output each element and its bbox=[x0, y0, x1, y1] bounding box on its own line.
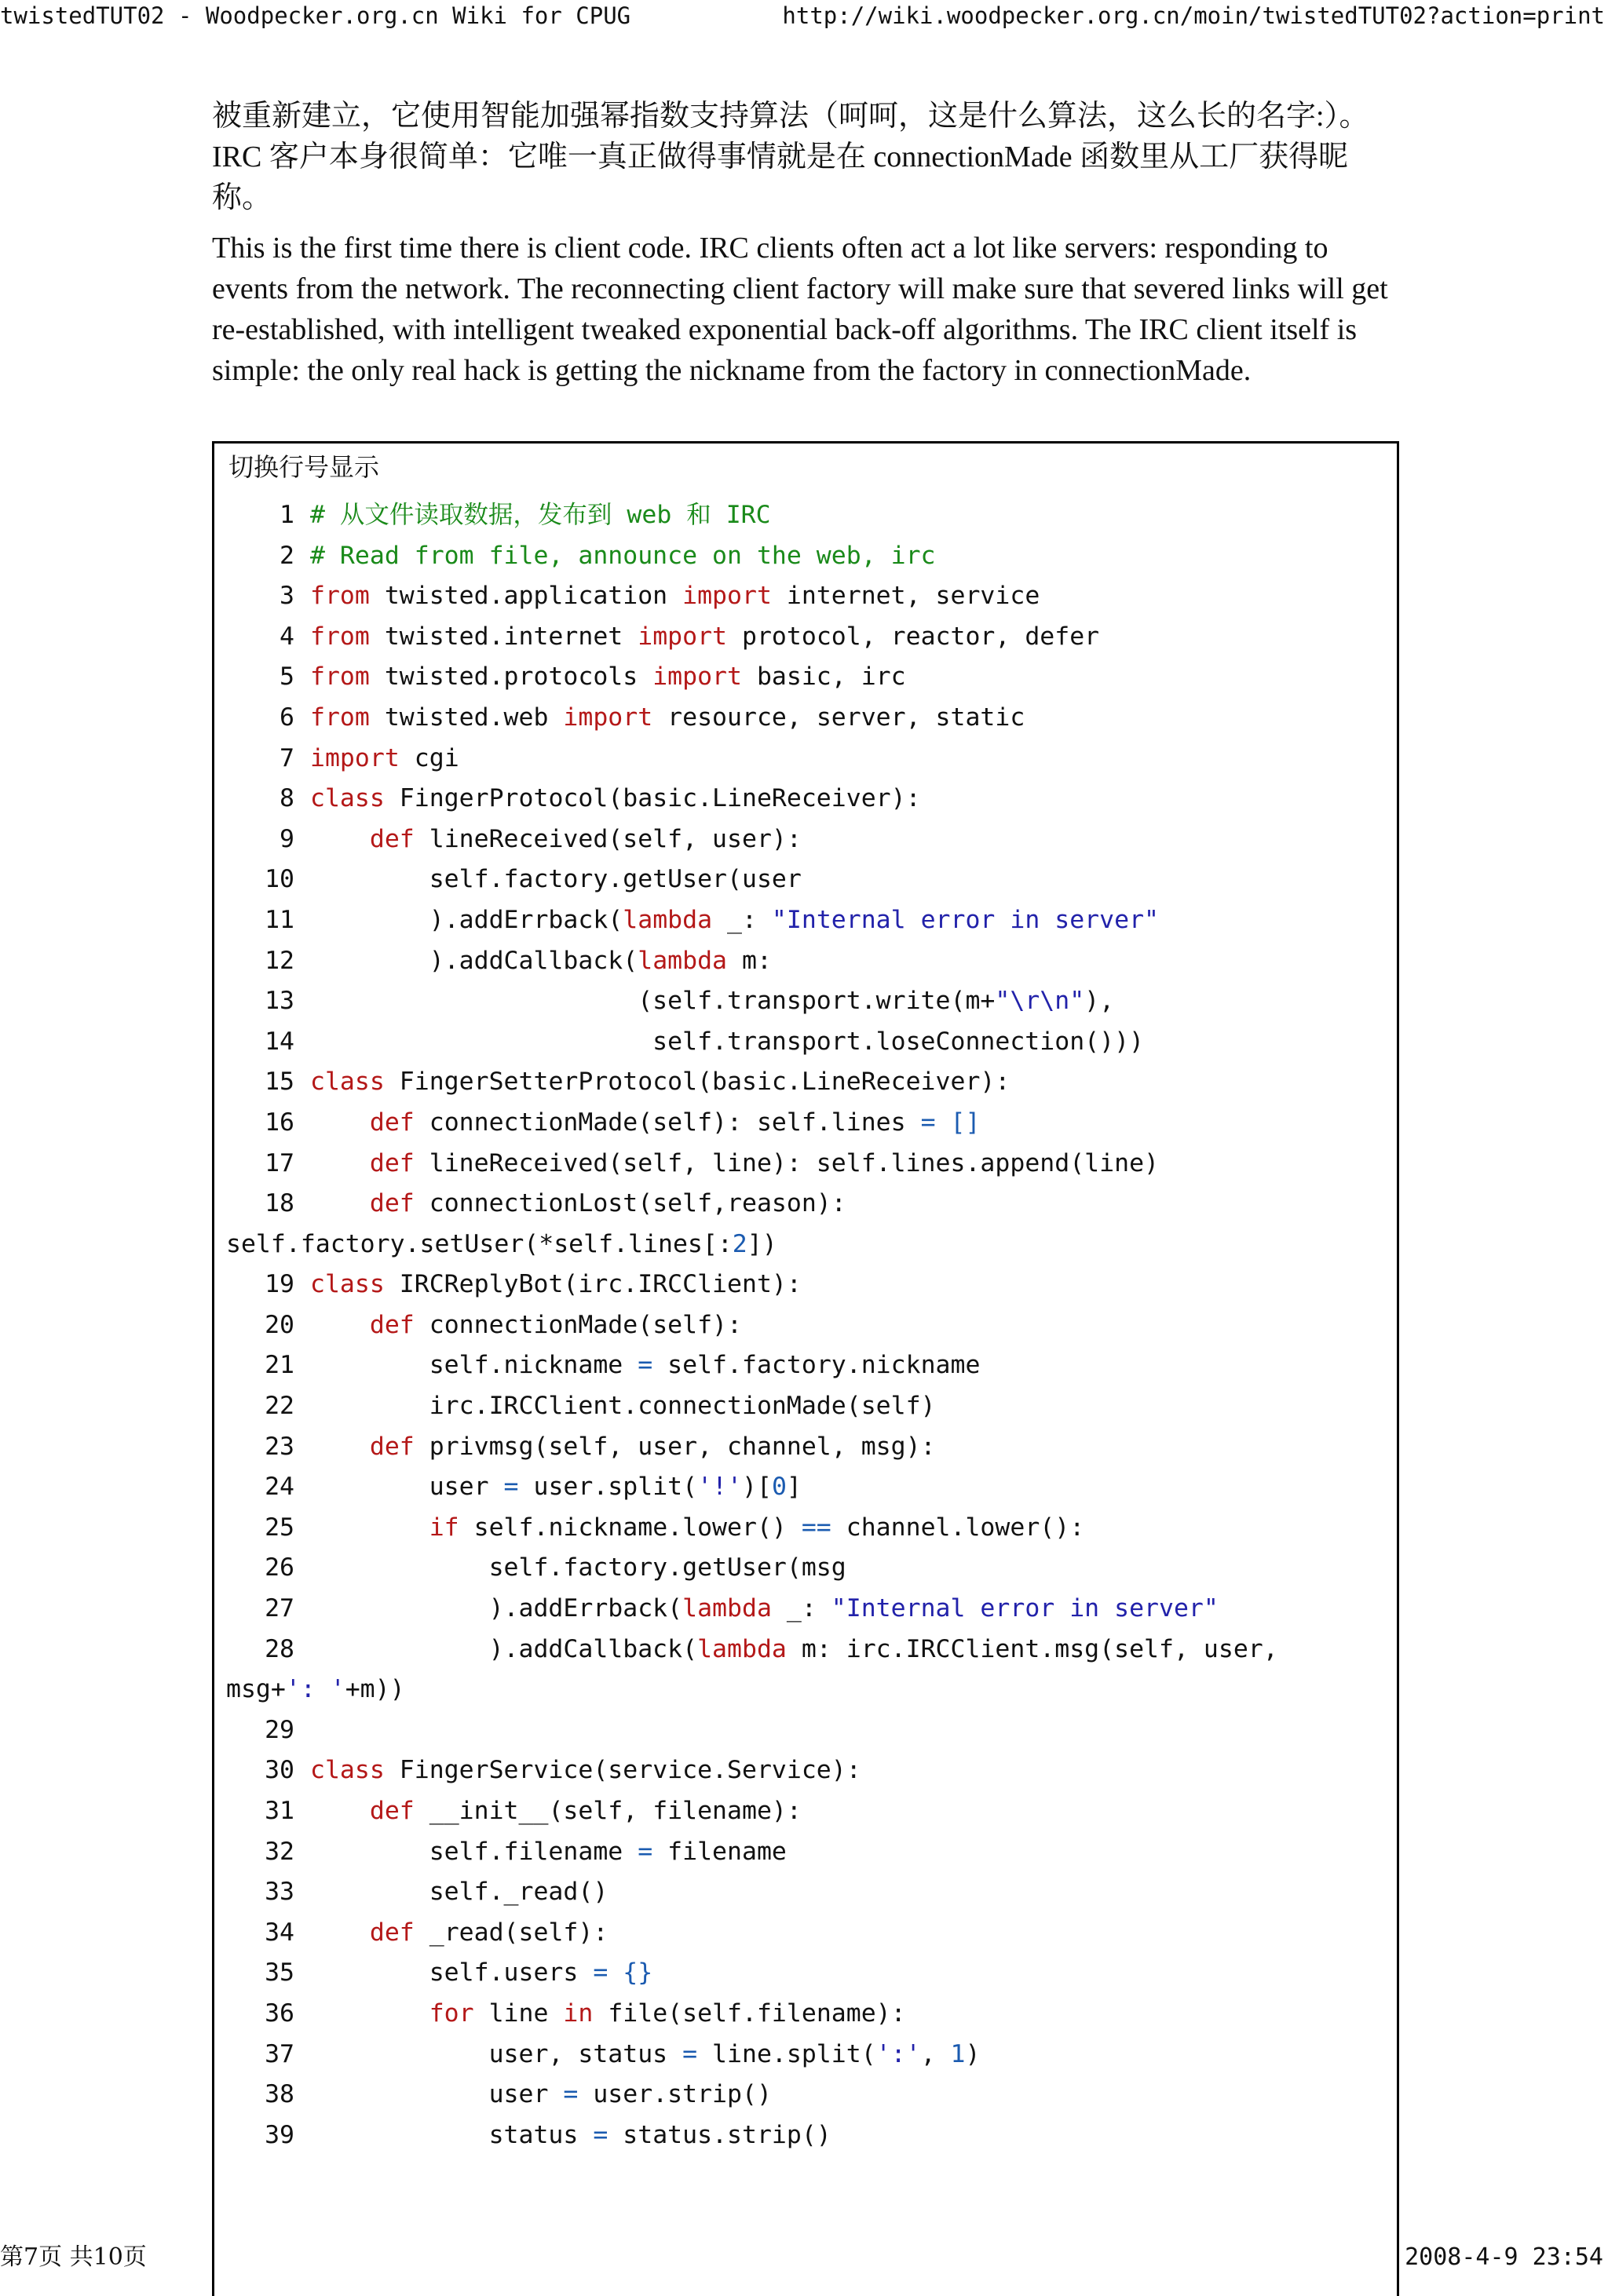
code-token: = bbox=[682, 2039, 698, 2068]
code-token: '!' bbox=[697, 1473, 742, 1502]
code-line bbox=[226, 617, 1397, 658]
code-token: = bbox=[503, 1473, 519, 1502]
code-token: lineReceived(self, user): bbox=[414, 824, 802, 853]
code-line bbox=[226, 1508, 1397, 1549]
code-token: resource, server, static bbox=[652, 703, 1025, 732]
code-token: def bbox=[369, 1797, 415, 1825]
code-token: ) bbox=[965, 2039, 981, 2068]
code-token: 2 bbox=[732, 1229, 747, 1258]
code-token: user.strip() bbox=[578, 2080, 772, 2109]
code-token: self.nickname.lower() bbox=[459, 1513, 802, 1542]
code-line bbox=[226, 1305, 1397, 1346]
code-token: for bbox=[429, 1999, 474, 2028]
line-number: 20 bbox=[265, 1310, 294, 1339]
code-token: ]) bbox=[747, 1229, 777, 1258]
code-token: [] bbox=[950, 1108, 981, 1137]
line-number: 25 bbox=[265, 1513, 294, 1542]
code-line bbox=[226, 1791, 1397, 1832]
code-token: lambda bbox=[697, 1634, 787, 1663]
line-number: 15 bbox=[265, 1068, 294, 1097]
line-number: 17 bbox=[265, 1148, 294, 1177]
line-number: 4 bbox=[280, 622, 294, 651]
line-number: 8 bbox=[280, 784, 294, 813]
code-token bbox=[310, 1797, 370, 1825]
code-line bbox=[226, 981, 1397, 1022]
code-token: # Read from file, announce on the web, irc bbox=[310, 541, 936, 570]
code-token: lambda bbox=[682, 1594, 772, 1623]
page-number: 第7页 共10页 bbox=[0, 2243, 147, 2271]
line-number: 33 bbox=[265, 1878, 294, 1907]
code-token: def bbox=[369, 1108, 415, 1137]
code-line bbox=[226, 779, 1397, 819]
code-token: "\r\n" bbox=[995, 987, 1085, 1016]
code-token: 1 bbox=[950, 2039, 966, 2068]
code-token: 0 bbox=[771, 1473, 787, 1502]
code-line bbox=[226, 1832, 1397, 1873]
line-number: 22 bbox=[265, 1392, 294, 1421]
code-token: m: irc.IRCClient.msg(self, user, bbox=[786, 1634, 1278, 1663]
code-line bbox=[226, 1710, 1397, 1751]
code-token: ':' bbox=[875, 2039, 921, 2068]
code-token bbox=[310, 1189, 370, 1217]
line-number: 32 bbox=[265, 1837, 294, 1866]
line-number: 37 bbox=[265, 2039, 294, 2068]
code-token: "Internal error in server" bbox=[771, 905, 1160, 934]
code-token: ).addErrback( bbox=[310, 1594, 683, 1623]
code-token: from bbox=[310, 622, 370, 651]
code-token: "Internal error in server" bbox=[831, 1594, 1219, 1623]
code-token: lineReceived(self, line): self.lines.append(line) bbox=[414, 1148, 1159, 1177]
code-token: import bbox=[682, 582, 772, 611]
code-token: == bbox=[801, 1513, 831, 1542]
line-number: 14 bbox=[265, 1027, 294, 1056]
code-token: connectionLost(self,reason): bbox=[414, 1189, 846, 1218]
line-number: 13 bbox=[265, 987, 294, 1016]
line-number: 23 bbox=[265, 1432, 294, 1461]
code-line bbox=[226, 698, 1397, 739]
code-token: self.filename bbox=[310, 1837, 638, 1866]
code-line bbox=[226, 1872, 1397, 1913]
line-number: 10 bbox=[265, 865, 294, 894]
line-number: 6 bbox=[280, 703, 294, 732]
code-token: class bbox=[310, 784, 385, 813]
code-token: basic, irc bbox=[741, 663, 906, 692]
toggle-line-numbers-link[interactable]: 切换行号显示 bbox=[228, 452, 380, 482]
code-line bbox=[226, 1670, 1397, 1710]
code-token: user bbox=[310, 2080, 564, 2109]
code-line bbox=[226, 1467, 1397, 1508]
code-token bbox=[608, 1958, 623, 1987]
code-token: irc.IRCClient.connectionMade(self) bbox=[310, 1392, 936, 1421]
code-line bbox=[226, 576, 1397, 617]
code-token: self.factory.nickname bbox=[652, 1351, 981, 1380]
code-token: ).addCallback( bbox=[310, 946, 638, 975]
code-token: msg+ bbox=[226, 1675, 286, 1704]
code-line bbox=[226, 536, 1397, 577]
code-line bbox=[226, 1913, 1397, 1954]
code-line bbox=[226, 1427, 1397, 1468]
line-number: 19 bbox=[265, 1270, 294, 1299]
code-token: FingerProtocol(basic.LineReceiver): bbox=[384, 784, 921, 813]
code-token: ': ' bbox=[285, 1675, 345, 1704]
code-token: (self.transport.write(m+ bbox=[310, 987, 996, 1016]
code-token: = bbox=[638, 1837, 653, 1866]
line-number: 27 bbox=[265, 1594, 294, 1623]
line-number: 26 bbox=[265, 1553, 294, 1582]
code-token: = bbox=[563, 2080, 579, 2109]
code-token: def bbox=[369, 1310, 415, 1339]
code-token: , bbox=[920, 2039, 951, 2068]
code-token: self.transport.loseConnection())) bbox=[310, 1027, 1145, 1056]
line-number: 34 bbox=[265, 1918, 294, 1947]
code-line bbox=[226, 1548, 1397, 1589]
code-line bbox=[226, 1184, 1397, 1225]
code-token: class bbox=[310, 1068, 385, 1097]
line-number: 36 bbox=[265, 1999, 294, 2028]
line-number: 16 bbox=[265, 1108, 294, 1137]
code-token: {} bbox=[623, 1958, 653, 1988]
code-token bbox=[310, 825, 370, 853]
code-token: line bbox=[473, 1999, 564, 2028]
code-token bbox=[310, 1108, 370, 1137]
code-token: lambda bbox=[638, 946, 728, 975]
code-token: # 从文件读取数据，发布到 web 和 IRC bbox=[310, 501, 771, 529]
code-line bbox=[226, 1589, 1397, 1630]
line-number: 9 bbox=[280, 824, 294, 853]
code-token: user bbox=[310, 1473, 504, 1502]
code-token: = bbox=[593, 1958, 608, 1988]
code-token: internet, service bbox=[771, 582, 1040, 611]
code-line bbox=[226, 1750, 1397, 1791]
code-token: self.users bbox=[310, 1958, 594, 1988]
code-token: def bbox=[369, 1148, 415, 1177]
code-line bbox=[226, 1144, 1397, 1185]
code-token: def bbox=[369, 1432, 415, 1461]
code-token: m: bbox=[727, 946, 772, 975]
code-line bbox=[226, 495, 1397, 536]
code-line bbox=[226, 1630, 1397, 1670]
code-token: import bbox=[563, 703, 653, 732]
code-line bbox=[226, 739, 1397, 779]
code-token: status.strip() bbox=[608, 2120, 831, 2149]
line-number: 29 bbox=[265, 1715, 294, 1744]
code-token: class bbox=[310, 1756, 385, 1785]
code-token bbox=[310, 1513, 429, 1542]
code-token: line.split( bbox=[697, 2039, 876, 2068]
code-token: def bbox=[369, 1918, 415, 1947]
code-token: connectionMade(self): self.lines bbox=[414, 1108, 921, 1137]
code-token bbox=[310, 1433, 370, 1461]
code-token: import bbox=[310, 743, 400, 772]
line-number: 21 bbox=[265, 1351, 294, 1380]
code-token: self.factory.getUser(msg bbox=[310, 1553, 846, 1582]
code-token bbox=[310, 1918, 370, 1947]
code-line bbox=[226, 1022, 1397, 1063]
code-line bbox=[226, 2075, 1397, 2115]
code-token: twisted.web bbox=[369, 703, 564, 732]
line-number: 28 bbox=[265, 1634, 294, 1663]
code-token: ] bbox=[786, 1473, 802, 1502]
code-token: user, status bbox=[310, 2039, 683, 2068]
code-token: self.nickname bbox=[310, 1351, 638, 1380]
code-token bbox=[310, 1149, 370, 1177]
code-token: import bbox=[638, 622, 728, 651]
code-token: ).addErrback( bbox=[310, 905, 623, 934]
code-token: ), bbox=[1084, 987, 1115, 1016]
paragraph-english: This is the first time there is client code. IRC clients often act a lot like servers: responding to events from the network. The reconnecting client factory will make sure that severed links will get re-established, with intelligent tweaked exponential back-off algorithms. The IRC client itself is simple: the only real hack is getting the nickname from the factory in connectionMade. bbox=[212, 232, 1388, 387]
code-token: class bbox=[310, 1270, 385, 1299]
code-token: )[ bbox=[742, 1473, 772, 1502]
code-token: from bbox=[310, 703, 370, 732]
code-token: FingerService(service.Service): bbox=[384, 1756, 861, 1785]
code-token: +m)) bbox=[345, 1675, 405, 1704]
code-line bbox=[226, 1062, 1397, 1103]
code-line bbox=[226, 941, 1397, 982]
line-number: 1 bbox=[280, 501, 294, 529]
code-token: twisted.internet bbox=[369, 622, 638, 651]
code-token: self.factory.setUser(*self.lines[: bbox=[226, 1229, 733, 1258]
code-token: = bbox=[593, 2120, 608, 2149]
code-token: cgi bbox=[399, 743, 459, 772]
code-line bbox=[226, 900, 1397, 941]
code-token: from bbox=[310, 582, 370, 611]
code-token: self.factory.getUser(user bbox=[310, 865, 802, 894]
code-token: from bbox=[310, 663, 370, 692]
code-token: FingerSetterProtocol(basic.LineReceiver): bbox=[384, 1068, 1010, 1097]
code-block bbox=[212, 441, 1399, 2296]
code-token: privmsg(self, user, channel, msg): bbox=[414, 1432, 936, 1461]
line-number: 30 bbox=[265, 1756, 294, 1785]
code-token: connectionMade(self): bbox=[414, 1310, 742, 1339]
code-token: __init__(self, filename): bbox=[414, 1797, 802, 1825]
code-line bbox=[226, 1386, 1397, 1427]
code-line bbox=[226, 1345, 1397, 1386]
code-token: = bbox=[638, 1351, 653, 1380]
print-datetime: 2008-4-9 23:54 bbox=[1405, 2243, 1603, 2271]
line-number: 5 bbox=[280, 663, 294, 692]
code-token: def bbox=[369, 824, 415, 853]
code-token: _: bbox=[771, 1594, 831, 1623]
code-token: self._read() bbox=[310, 1878, 608, 1907]
code-token: user.split( bbox=[518, 1473, 698, 1502]
line-number: 11 bbox=[265, 905, 294, 934]
code-token: twisted.protocols bbox=[369, 663, 653, 692]
print-header-title: twistedTUT02 - Woodpecker.org.cn Wiki for CPUG bbox=[0, 2, 631, 29]
code-line bbox=[226, 2035, 1397, 2075]
line-number: 3 bbox=[280, 582, 294, 611]
line-number: 38 bbox=[265, 2080, 294, 2109]
line-number: 24 bbox=[265, 1473, 294, 1502]
code-line bbox=[226, 657, 1397, 698]
code-token bbox=[310, 1999, 429, 2028]
paragraph-chinese: 被重新建立，它使用智能加强幂指数支持算法（呵呵，这是什么算法，这么长的名字:）。IRC 客户本身很简单：它唯一真正做得事情就是在 connectionMade 函数里从工厂获得昵称。 bbox=[212, 100, 1369, 214]
code-line bbox=[226, 1225, 1397, 1265]
code-line bbox=[226, 2115, 1397, 2156]
line-number: 31 bbox=[265, 1797, 294, 1825]
print-header-url: http://wiki.woodpecker.org.cn/moin/twistedTUT02?action=print bbox=[782, 2, 1605, 29]
code-token: ).addCallback( bbox=[310, 1634, 698, 1663]
line-number: 39 bbox=[265, 2120, 294, 2149]
code-listing bbox=[226, 495, 1397, 2155]
code-token: status bbox=[310, 2120, 594, 2149]
code-token: _read(self): bbox=[414, 1918, 608, 1947]
code-line bbox=[226, 819, 1397, 860]
line-number: 18 bbox=[265, 1189, 294, 1218]
code-token bbox=[936, 1108, 951, 1137]
code-token: def bbox=[369, 1189, 415, 1218]
line-number: 12 bbox=[265, 946, 294, 975]
line-number: 7 bbox=[280, 743, 294, 772]
line-number: 2 bbox=[280, 541, 294, 570]
code-token: if bbox=[429, 1513, 459, 1542]
code-token: _: bbox=[712, 905, 772, 934]
code-token: in bbox=[563, 1999, 594, 2028]
code-token: file(self.filename): bbox=[593, 1999, 906, 2028]
code-token: = bbox=[920, 1108, 936, 1137]
code-token bbox=[310, 1311, 370, 1339]
code-token: lambda bbox=[623, 905, 713, 934]
code-token: import bbox=[652, 663, 742, 692]
line-number: 35 bbox=[265, 1958, 294, 1988]
code-line bbox=[226, 1994, 1397, 2035]
code-token: IRCReplyBot(irc.IRCClient): bbox=[384, 1270, 802, 1299]
code-line bbox=[226, 1953, 1397, 1994]
code-token: protocol, reactor, defer bbox=[727, 622, 1100, 651]
code-line bbox=[226, 1103, 1397, 1144]
code-line bbox=[226, 860, 1397, 900]
code-token: filename bbox=[652, 1837, 787, 1866]
code-line bbox=[226, 1265, 1397, 1305]
code-token: twisted.application bbox=[369, 582, 683, 611]
code-token: channel.lower(): bbox=[831, 1513, 1085, 1542]
